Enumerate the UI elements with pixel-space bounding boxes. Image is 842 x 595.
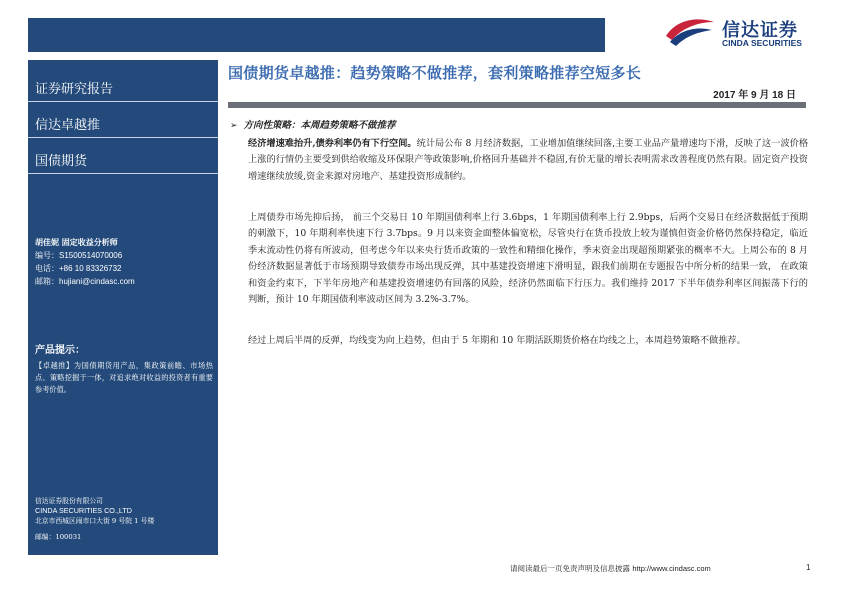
- analyst-email[interactable]: 邮箱：hujiani@cindasc.com: [35, 277, 135, 286]
- analyst-name: 胡佳妮 固定收益分析师: [35, 237, 118, 247]
- bullet-arrow-icon: ➢: [230, 121, 238, 131]
- title-rule: [228, 102, 806, 108]
- sidebar-divider: [28, 137, 218, 138]
- logo-text-en: CINDA SECURITIES: [722, 38, 802, 48]
- footer-url[interactable]: http://www.cindasc.com: [632, 564, 711, 573]
- report-date: 2017 年 9 月 18 日: [713, 90, 796, 101]
- section-heading: [230, 117, 396, 131]
- sidebar-divider: [28, 173, 218, 174]
- paragraph-1-body: 统计局公布 8 月经济数据，工业增加值继续回落,主要工业品产量增速均下滑，反映了这一波价格上涨的行情仍主要受到供给收缩及环保限产等政策影响,价格回升基础并不稳固,有价无量的增长表明需求改善程度仍然有限。固定资产投资增速继续放缓,资金来源对房地产、基建投资形成制约。: [248, 138, 809, 182]
- header-bar: [28, 18, 605, 52]
- company-address: 北京市西城区闹市口大街 9 号院 1 号楼: [35, 517, 155, 525]
- footer-disclaimer: [510, 563, 711, 574]
- company-name-cn: 信达证券股份有限公司: [35, 497, 103, 505]
- cinda-logo-icon: [662, 14, 718, 48]
- analyst-info: [35, 236, 135, 288]
- sidebar-divider: [28, 101, 218, 102]
- product-tips-text: 【卓越推】为国债期货用产品，集政策前瞻、市场热点、策略挖掘于一体，对追求绝对收益的投资者有重要参考价值。: [35, 361, 213, 394]
- product-tips-title: 产品提示：: [35, 345, 85, 356]
- footer-note-text: 请阅读最后一页免责声明及信息披露: [510, 564, 630, 573]
- report-title: 国债期货卓越推：趋势策略不做推荐，套利策略推荐空短多长: [228, 64, 642, 82]
- analyst-phone: 电话：+86 10 83326732: [35, 264, 122, 273]
- paragraph-1: [248, 136, 808, 185]
- paragraph-1-lead: 经济增速难抬升,债券利率仍有下行空间。: [248, 138, 417, 149]
- report-type: 证券研究报告: [35, 82, 114, 97]
- company-postcode: 邮编：100031: [35, 533, 82, 541]
- logo-text-cn: 信达证券: [722, 20, 798, 41]
- company-info: [35, 496, 154, 542]
- company-logo: [662, 14, 822, 48]
- paragraph-2: 上周债券市场先抑后扬， 前三个交易日 10 年期国债利率上行 3.6bps，1 年期国债利率上行 2.9bps，后两个交易日在经济数据低于预期的刺激下，10 年期利率快速下行 3.7bps。9 月以来资金面整体偏宽松，尽管央行在货币投放上较为谨慎但资金价格仍然保持稳定，临近季末流动性仍将有所波动，但考虑今年以来央行货币政策的一致性和精细化操作，季末资金出现超预期紧张的概率不大。上周公布的 8 月份经济数据显著低于市场预期导致债券市场出现反弹，其中基建投资增速下滑明显，跟我们前期在专题报告中所分析的结果一致， 在政策和资金约束下，下半年房地产和基建投资增速仍有回落的风险，经济仍然面临下行压力。我们维持 2017 下半年债券利率区间振荡下行的判断，预计 10 年期国债利率波动区间为 3.2%-3.7%。: [248, 212, 808, 306]
- analyst-id: 编号：S1500514070006: [35, 251, 123, 260]
- company-name-en: CINDA SECURITIES CO.,LTD: [35, 506, 132, 515]
- report-category: 国债期货: [35, 154, 88, 169]
- paragraph-3: 经过上周后半周的反弹，均线变为向上趋势，但由于 5 年期和 10 年期活跃期货价格在均线之上，本周趋势策略不做推荐。: [248, 335, 746, 346]
- section-heading-text: 方向性策略：本周趋势策略不做推荐: [243, 120, 396, 131]
- report-series: 信达卓越推: [35, 118, 101, 133]
- page-number: 1: [806, 563, 811, 572]
- sidebar: [28, 60, 218, 555]
